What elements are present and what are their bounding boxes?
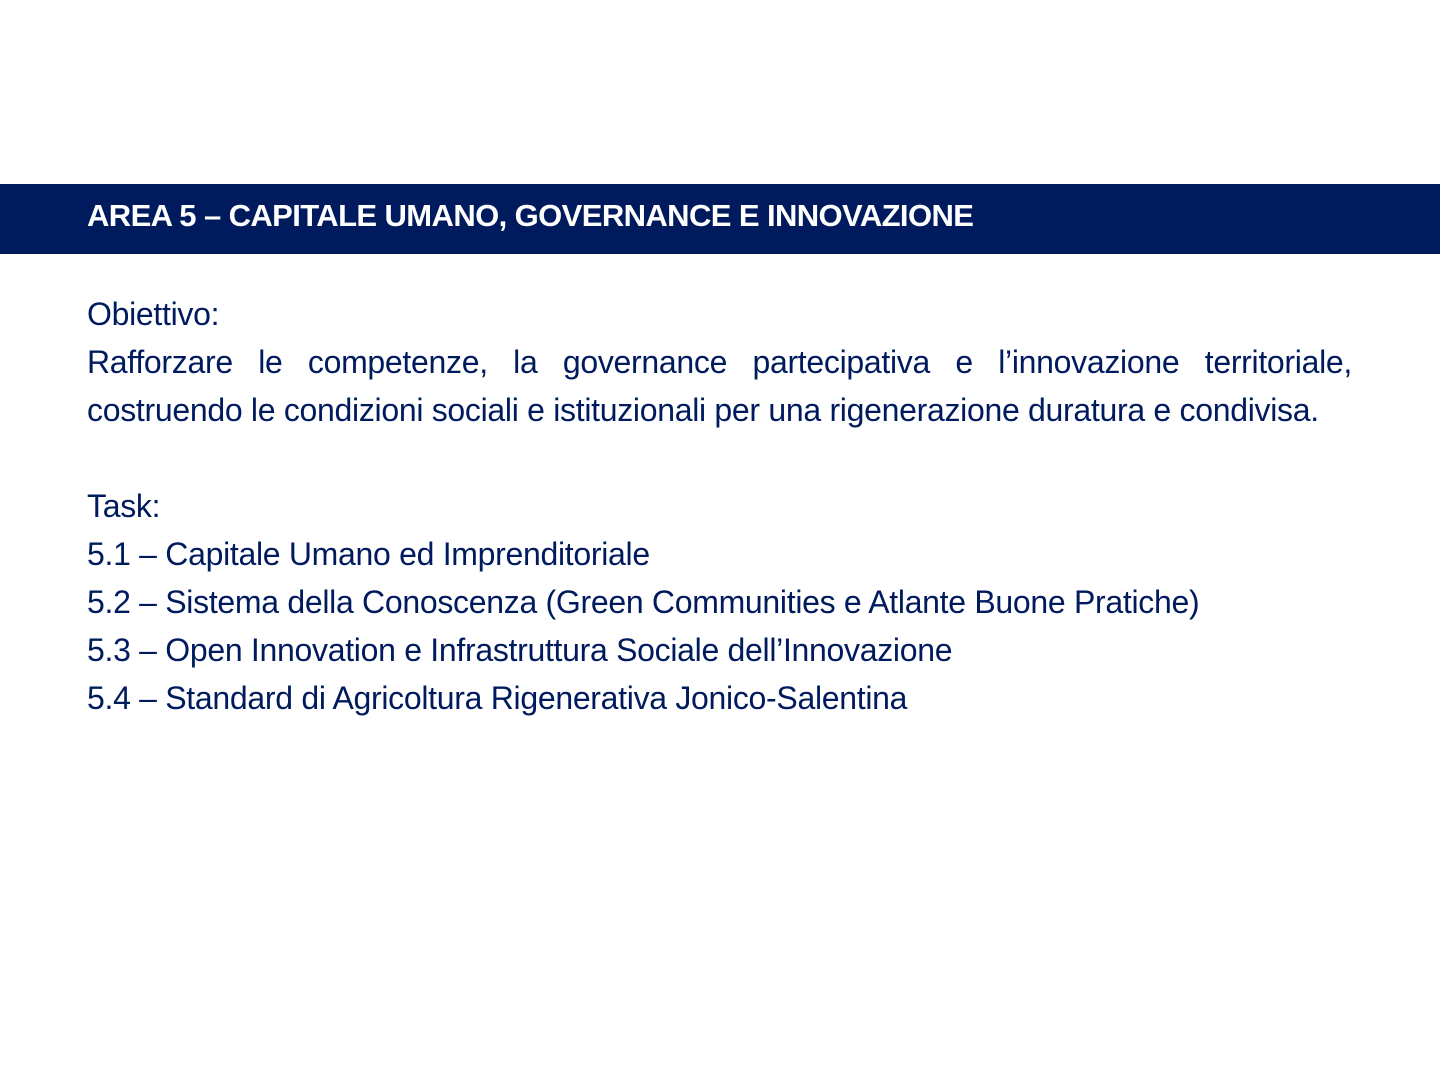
slide-body <box>87 290 1352 722</box>
task-item: 5.1 – Capitale Umano ed Imprenditoriale <box>87 536 650 572</box>
task-item: 5.4 – Standard di Agricoltura Rigenerativa Jonico-Salentina <box>87 680 908 716</box>
section-spacer <box>87 434 1352 482</box>
title-band <box>0 184 1440 254</box>
task-item: 5.2 – Sistema della Conoscenza (Green Communities e Atlante Buone Pratiche) <box>87 584 1200 620</box>
objective-text: Rafforzare le competenze, la governance partecipativa e l’innovazione territoriale, costruendo le condizioni sociali e istituzionali per una rigenerazione duratura e condivisa. <box>87 344 1352 428</box>
slide-title: AREA 5 – CAPITALE UMANO, GOVERNANCE E INNOVAZIONE <box>87 198 974 233</box>
tasks-label: Task: <box>87 488 161 524</box>
task-item: 5.3 – Open Innovation e Infrastruttura Sociale dell’Innovazione <box>87 632 953 668</box>
objective-label: Obiettivo: <box>87 296 220 332</box>
